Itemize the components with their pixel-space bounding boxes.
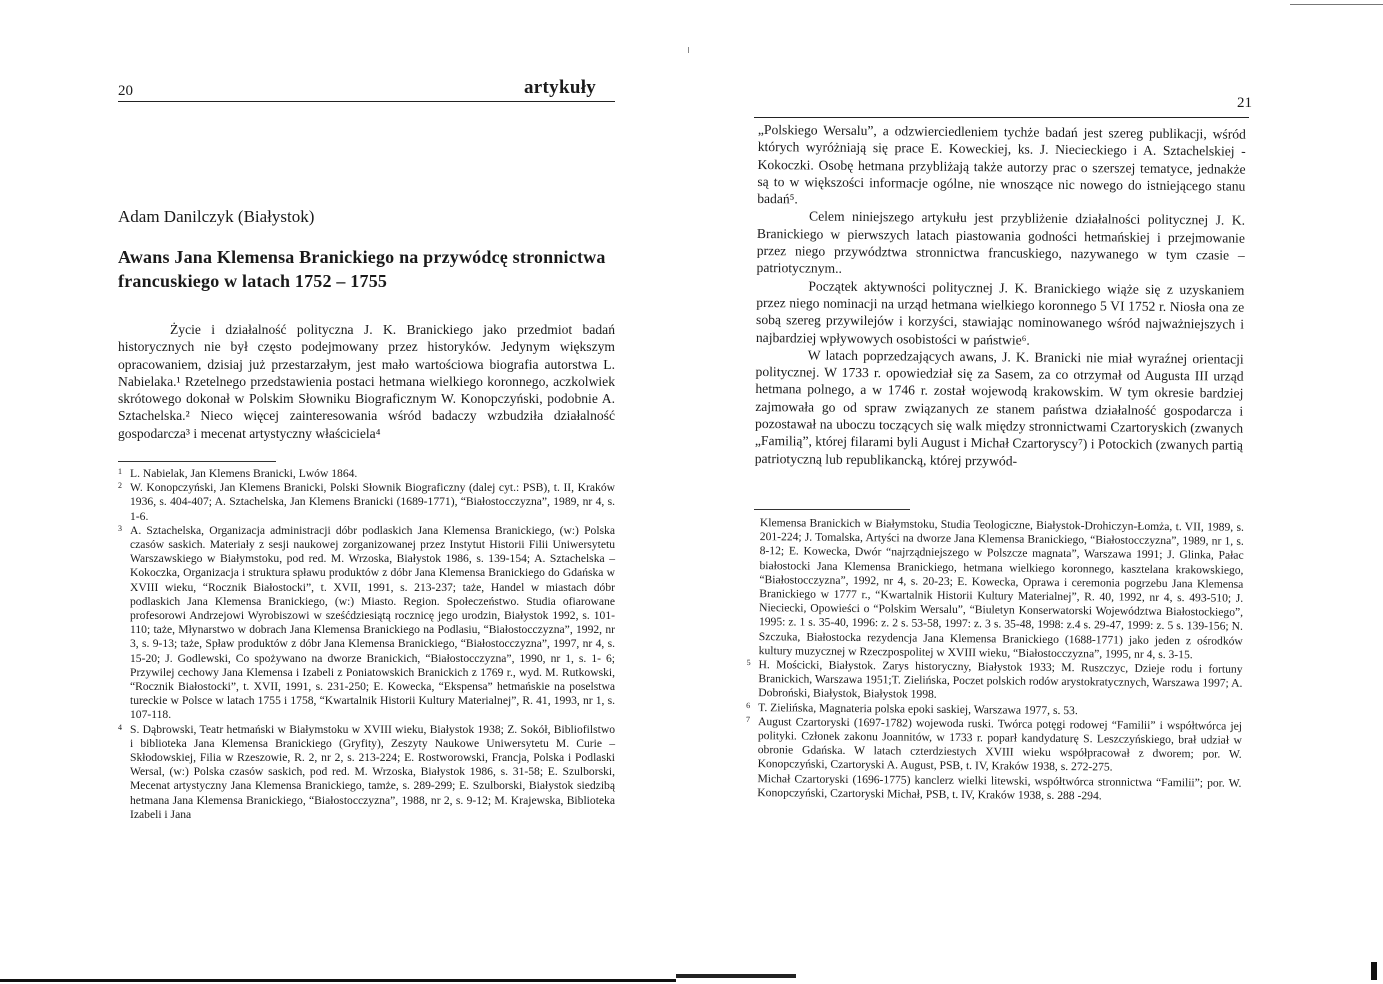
scan-edge-line	[1290, 4, 1383, 5]
left-page	[0, 0, 690, 984]
article-title: Awans Jana Klemensa Branickiego na przywódcę stronnictwa francuskiego w latach 1752 – 1755	[118, 247, 606, 291]
header-rule	[118, 101, 615, 102]
right-page	[692, 0, 1383, 984]
paragraph: Celem niniejszego artykułu jest przybliżenie działalności politycznej J. K. Branickiego w pierwszych latach piastowania godności hetmańskiej i przejmowanie przez niego przywództwa stronnictwa francuskiego, nazywanego w tym czasie – patriotycznym..	[756, 208, 1246, 277]
footnotes	[745, 516, 1244, 805]
footnote: 7 August Czartoryski (1697-1782) wojewoda ruski. Twórca potęgi rodowej “Familii” i współtwórca jej polityki. Członek zakonu Joannitów, w 1733 r. poparł kandydaturę S. Leszczyńskiego, brał udział w obronie Gdańska. W latach czterdziestych XVIII wieku współpracował z dworem; por. W. Konopczyński, Czartoryski A. August, PSB, t. IV, Kraków 1938, s. 272-275.	[746, 714, 1243, 774]
footnote: 1 L. Nabielak, Jan Klemens Branicki, Lwów 1864.	[118, 467, 358, 480]
body-text	[755, 121, 1246, 472]
paragraph: W latach poprzedzających awans, J. K. Branicki nie miał wyraźnej orientacji politycznej. W 1733 r. opowiedział się za Sasem, za co otrzymał od Augusta III urząd hetmana polnego, a w 1746 r. został wojewodą krakowskim. W tym okresie bardziej zajmowała go od spraw związanych ze stanem państwa działalność gospodarcza i pozostawał na uboczu toczących się walk między stronnictwami Czartoryskich (zwanych „Familią”, której filarami byli August i Michał Czartoryscy⁷) i Potockich (zwanych partią patriotyczną lub republikancką, której przywód-	[754, 347, 1244, 469]
article-author: Adam Danilczyk (Białystok)	[118, 207, 315, 226]
footnote: 6 T. Zielińska, Magnateria polska epoki saskiej, Warszawa 1977, s. 53.	[746, 700, 1078, 717]
footnote-rule	[754, 509, 910, 510]
paragraph: Początek aktywności politycznej J. K. Branickiego wiąże się z uzyskaniem przez niego nominacji na urząd hetmana wielkiego koronnego 5 VI 1752 r. Niosła ona ze sobą szereg przywilejów i korzyści, stawiając nominowanego wśród najważniejszych i najbardziej wpływowych osobistości w państwie⁶.	[755, 278, 1245, 348]
footnote: 2 W. Konopczyński, Jan Klemens Branicki, Polski Słownik Biograficzny (dalej cyt.: PSB), t. II, Kraków 1936, s. 404-407; A. Sztachelska, Jan Klemens Branicki (1689-1771), “Białostocczyzna”, 1989, nr 4, s. 1-6.	[118, 481, 615, 523]
page-number: 20	[118, 83, 133, 99]
gutter-mark	[688, 47, 689, 53]
paragraph: Życie i działalność polityczna J. K. Branickiego jako przedmiot badań historycznych nie był często podejmowany przez historyków. Jedynym większym opracowaniem, dzisiaj już przestarzałym, jest mało wartościowa biografia autorstwa L. Nabielaka.¹ Rzetelnego przedstawienia postaci hetmana wielkiego koronnego, aczkolwiek skrótowego dokonał w Polskim Słowniku Biograficznym W. Konopczyński, podobnie A. Sztachelska.² Nieco więcej zainteresowania wśród badaczy wzbudziła działalność gospodarcza³ i mecenat artystyczny właściciela⁴	[118, 322, 615, 441]
section-label: artykuły	[524, 77, 597, 98]
header-rule	[754, 117, 1249, 118]
scan-edge-shadow	[676, 974, 796, 978]
footnote-rule	[118, 461, 276, 462]
footnote: 4 S. Dąbrowski, Teatr hetmański w Białymstoku w XVIII wieku, Białystok 1938; Z. Sokół, Bibliofilstwo i biblioteka Jana Klemensa Branickiego (Gryfity), Zeszyty Naukowe Uniwersytetu M. Curie – Skłodowskiej, Filia w Rzeszowie, R. 2, nr 2, s. 213-224; E. Rostworowski, Francja, Polska i Podlaski Wersal, (w:) Polska czasów saskich, pod red. M. Wrzoska, Białystok 1986, s. 31-58; E. Szulborski, Mecenat artystyczny Jana Klemensa Branickiego, tamże, s. 289-299; E. Szulborski, Białystok siedzibą hetmana Jana Klemensa Branickiego, “Białostocczyzna”, 1988, nr 2, s. 9-12; M. Krajewska, Biblioteka Izabeli i Jana	[118, 722, 615, 821]
paragraph: „Polskiego Wersalu”, a odzwierciedleniem tychże badań jest szereg publikacji, wśród których wyróżniają się prace E. Koweckiej, ks. J. Niecieckiego i A. Sztachelskiej - Kokoczki. Osobę hetmana przybliżają także autorzy prac o szerszej tematyce, jednakże są to w większości informacje ogólne, nie wnoszące nic nowego do istniejącego stanu badań⁵.	[757, 121, 1246, 207]
footnote: 5 H. Mościcki, Białystok. Zarys historyczny, Białystok 1933; M. Ruszczyc, Dzieje rodu i fortuny Branickich, Warszawa 1951;T. Zielińska, Poczet polskich rodów arystokratycznych, Warszawa 1997; A. Dobroński, Białystok, Białystok 1998.	[746, 658, 1243, 702]
body-text	[118, 321, 615, 442]
page-number: 21	[1237, 95, 1252, 111]
footnote: 3 A. Sztachelska, Organizacja administracji dóbr podlaskich Jana Klemensa Branickiego, (w:) Polska czasów saskich. Materiały z sesji naukowej zorganizowanej przez Instytut Historii Filii Uniwersytetu Warszawskiego w Białymstoku, pod red. M. Wrzoska, Białystok 1986, s. 139-154; A. Sztachelska – Kokoczka, Organizacja i struktura spławu produktów z dóbr Jana Klemensa Branickiego do Gdańska w XVIII wieku, “Rocznik Białostocki”, t. XVII, 1991, s. 213-237; taże, Handel w miastach dóbr podlaskich Jana Klemensa Branickiego, (w:) Miasto. Region. Społeczeństwo. Studia ofiarowane profesorowi Andrzejowi Wyrobiszowi w sześćdziesiątą rocznicę jego urodzin, Białystok 1992, s. 101-110; taże, Młynarstwo w dobrach Jana Klemensa Branickiego na Podlasiu, “Białostocczyzna”, 1992, nr 3, s. 9-13; taże, Spław produktów z dóbr Jana Klemensa Branickiego, “Białostocczyzna”, 1997, nr 4, s. 15-20; J. Godlewski, Co spożywano na dworze Branickich, “Białostocczyzna”, 1990, nr 1, s. 1- 6; Przywilej cechowy Jana Klemensa i Izabeli z Poniatowskich Branickich z 1769 r., wyd. M. Rutkowski, “Rocznik Białostocki”, t. XVII, 1991, s. 231-250; E. Kowecka, “Ekspensa” hetmańskie na poselstwa tureckie w Polsce w latach 1755 i 1758, “Kwartalnik Historii Kultury Materialnej”, R. 41, 1993, nr 1, s. 107-118.	[118, 523, 615, 722]
footnote: Michał Czartoryski (1696-1775) kanclerz wielki litewski, współtwórca stronnictwa “Familii”; por. W. Konopczyński, Czartoryski Michał, PSB, t. IV, Kraków 1938, s. 288 -294.	[757, 771, 1242, 803]
footnote: Klemensa Branickich w Białymstoku, Studia Teologiczne, Białystok-Drohiczyn-Łomża, t. VII, 1989, s. 201-224; J. Tomalska, Artyści na dworze Jana Klemensa Branickiego, “Białostocczyzna”, 1989, nr 1, s. 8-12; E. Kowecka, Dwór “najrządniejszego w Polszcze magnata”, Warszawa 1991; J. Glinka, Pałac białostocki Jana Klemensa Branickiego, hetmana wielkiego koronnego, kasztelana krakowskiego, “Białostocczyzna”, 1992, nr 4, s. 20-23; E. Kowecka, Oprawa i ceremonia pogrzebu Jana Klemensa Branickiego w 1777 r., “Kwartalnik Historii Kultury Materialnej”, R. 40, 1992, nr 4, s. 493-510; J. Nieciecki, Opowieści o “Polskim Wersalu”, “Biuletyn Konserwatorski Województwa Białostockiego”, 1995: z. 1 s. 35-40, 1996: z. 2 s. 53-58, 1997: z. 3 s. 35-48, 1998: z.4 s. 29-47, 1999: z. 5 s. 139-156; N. Szczuka, Białostocka rezydencja Jana Klemensa Branickiego (1688-1771) jako jeden z ośrodków kultury muzycznej w Rzeczpospolitej w XVIII wieku, “Białostocczyzna”, 1995, nr 4, s. 3-15.	[758, 516, 1244, 662]
footnotes	[118, 467, 615, 822]
scan-edge-shadow	[0, 979, 676, 982]
scan-edge-mark	[1371, 962, 1377, 980]
